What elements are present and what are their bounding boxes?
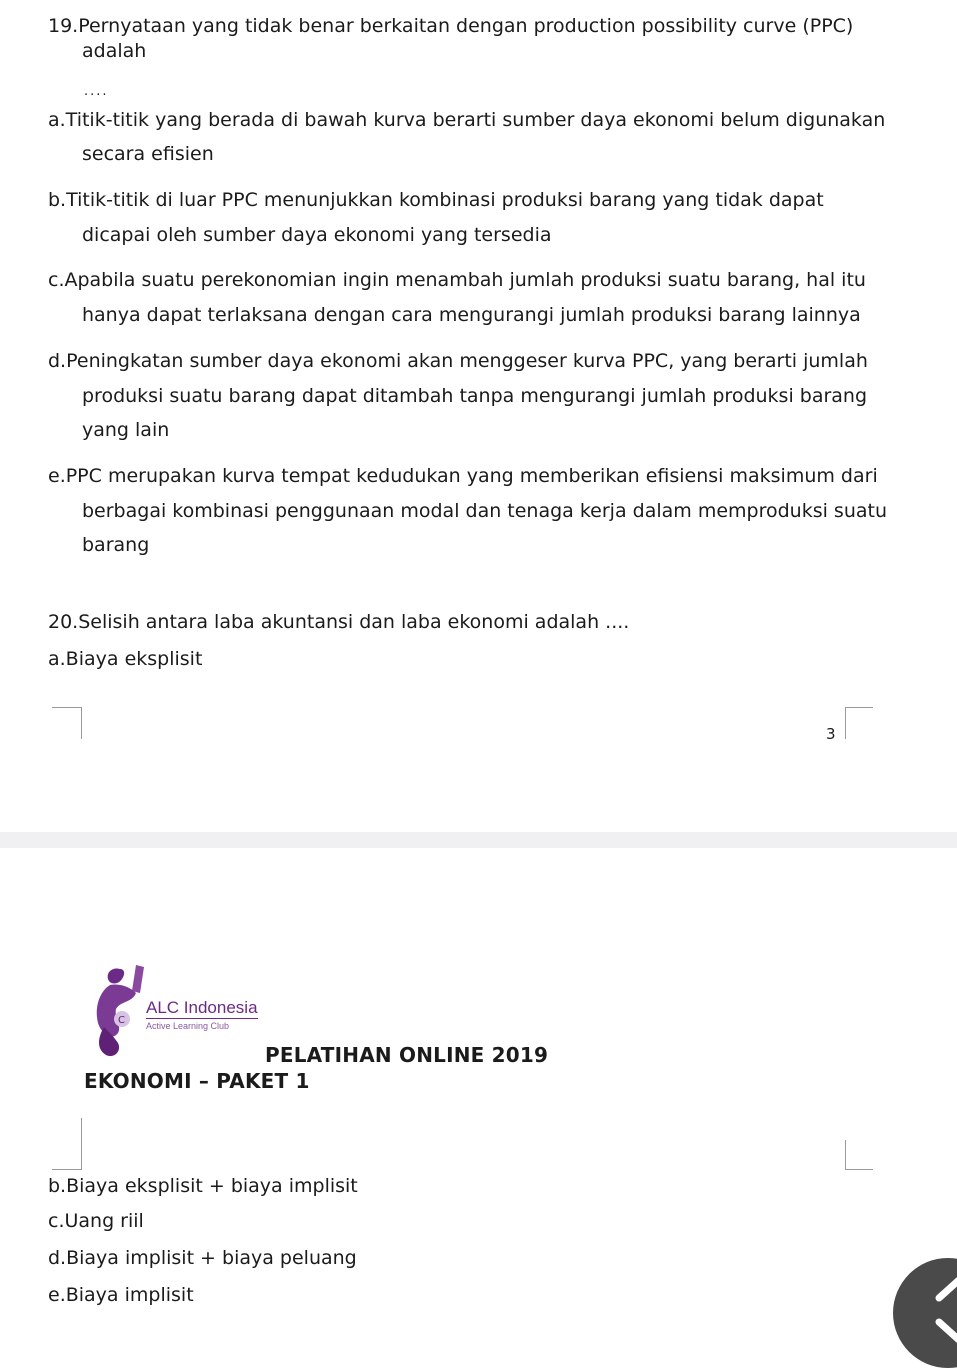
logo-divider (146, 1018, 258, 1019)
logo-name: ALC Indonesia (146, 998, 258, 1017)
option-20d: d.Biaya implisit + biaya peluang (48, 1247, 357, 1269)
crop-mark (52, 1169, 82, 1170)
option-19c-line-2: hanya dapat terlaksana dengan cara mengurangi jumlah produksi barang lainnya (82, 304, 861, 326)
crop-mark (845, 707, 873, 708)
option-19e-line-1: e.PPC merupakan kurva tempat kedudukan yang memberikan efisiensi maksimum dari (48, 465, 878, 487)
option-19b-line-1: b.Titik-titik di luar PPC menunjukkan kombinasi produksi barang yang tidak dapat (48, 189, 824, 211)
page-separator (0, 832, 957, 848)
crop-mark (81, 707, 82, 739)
option-19a-line-1: a.Titik-titik yang berada di bawah kurva berarti sumber daya ekonomi belum digunakan (48, 109, 886, 131)
logo-tagline: Active Learning Club (146, 1021, 230, 1031)
crop-mark (845, 707, 846, 739)
option-19c-line-1: c.Apabila suatu perekonomian ingin menambah jumlah produksi suatu barang, hal itu (48, 269, 866, 291)
question-19-blank: .... (84, 84, 109, 99)
crop-mark (81, 1118, 82, 1170)
option-19d-line-3: yang lain (82, 419, 170, 441)
option-20a: a.Biaya eksplisit (48, 648, 203, 670)
question-20-text: 20.Selisih antara laba akuntansi dan laba ekonomi adalah .... (48, 611, 630, 633)
crop-mark (845, 1140, 846, 1170)
question-19-text-line-2: adalah (82, 40, 147, 62)
crop-mark (845, 1169, 873, 1170)
option-19e-line-3: barang (82, 534, 150, 556)
page-number: 3 (826, 725, 836, 743)
scroll-button[interactable] (893, 1258, 957, 1368)
option-20c: c.Uang riil (48, 1210, 144, 1232)
header-title-line-1: PELATIHAN ONLINE 2019 (265, 1043, 549, 1067)
question-19-text-line-1: 19.Pernyataan yang tidak benar berkaitan dengan production possibility curve (PPC) (48, 15, 854, 37)
option-19d-line-1: d.Peningkatan sumber daya ekonomi akan menggeser kurva PPC, yang berarti jumlah (48, 350, 868, 372)
option-20b: b.Biaya eksplisit + biaya implisit (48, 1175, 358, 1197)
chevron-up-down-icon (929, 1270, 957, 1350)
option-20e: e.Biaya implisit (48, 1284, 194, 1306)
option-19e-line-2: berbagai kombinasi penggunaan modal dan tenaga kerja dalam memproduksi suatu (82, 500, 888, 522)
crop-mark (52, 707, 82, 708)
alc-logo-figure (92, 963, 152, 1059)
option-19d-line-2: produksi suatu barang dapat ditambah tanpa mengurangi jumlah produksi barang (82, 385, 868, 407)
option-19a-line-2: secara efisien (82, 143, 214, 165)
header-title-line-2: EKONOMI – PAKET 1 (84, 1069, 310, 1093)
svg-text:C: C (118, 1015, 125, 1026)
option-19b-line-2: dicapai oleh sumber daya ekonomi yang tersedia (82, 224, 552, 246)
